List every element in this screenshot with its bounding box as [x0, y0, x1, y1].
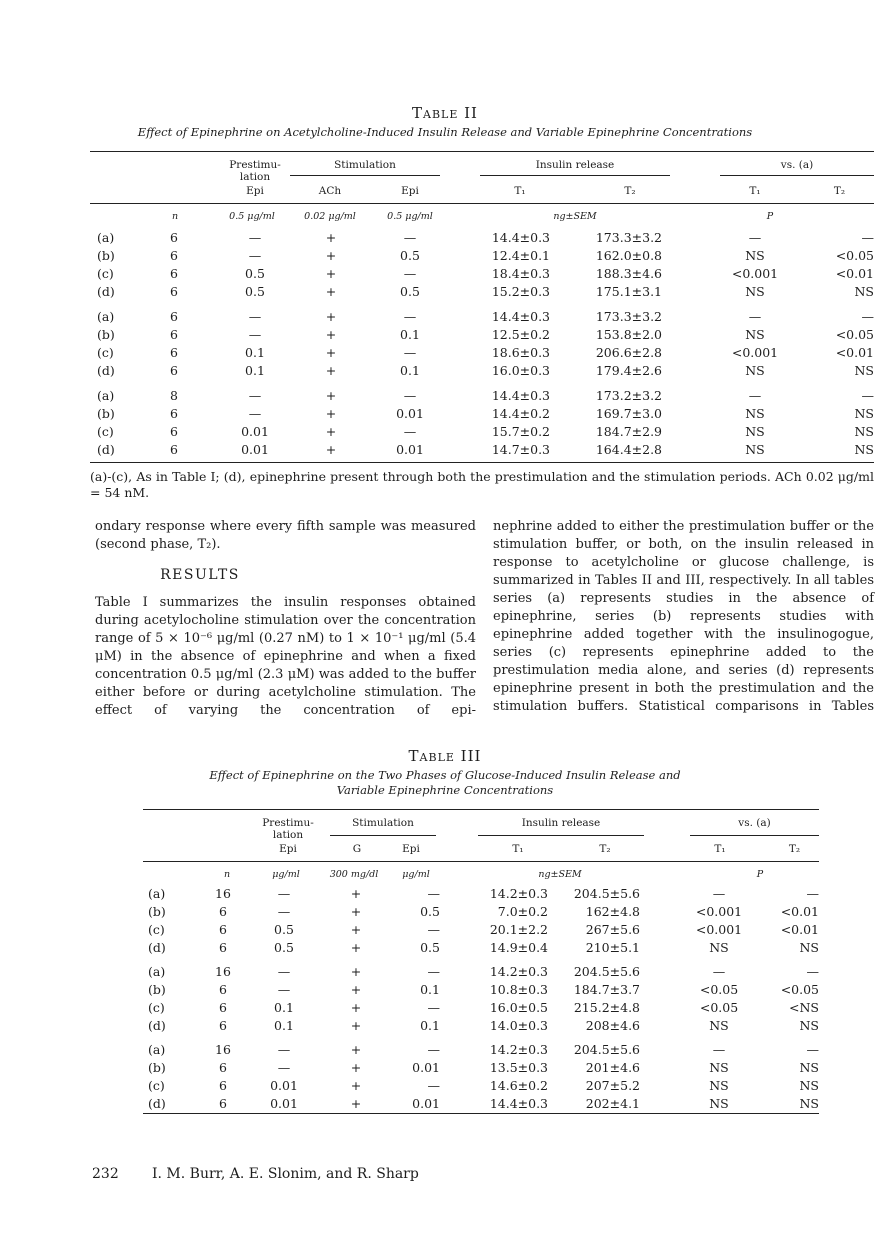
table3-cell-n: 6	[219, 940, 227, 955]
table3-cell-t2: 201±4.6	[585, 1060, 640, 1075]
table3-cell-pre: 0.01	[270, 1096, 298, 1111]
table3-cell-n: 16	[215, 964, 231, 979]
table3-cell-epi: —	[427, 1042, 440, 1057]
table3-cell-p1: —	[712, 1042, 726, 1057]
table3-p-t1-header: T₁	[714, 843, 726, 855]
table2-cell-p2: —	[861, 388, 874, 403]
table2-top-rule	[90, 151, 874, 152]
table3-cell-series: (b)	[148, 982, 166, 997]
table3-cell-p2: NS	[799, 1018, 819, 1033]
table3-cell-t1: 20.1±2.2	[489, 922, 548, 937]
table2-cell-t1: 12.4±0.1	[491, 248, 550, 263]
table3-cell-pre: —	[277, 904, 291, 919]
table2-cell-p2: NS	[854, 284, 874, 299]
table2-cell-n: 6	[170, 345, 178, 360]
table3-cell-n: 6	[219, 982, 227, 997]
table3-cell-t1: 7.0±0.2	[497, 904, 548, 919]
table2-cell-series: (b)	[97, 248, 115, 263]
table2-cell-p2: NS	[854, 363, 874, 378]
table3-cell-series: (d)	[148, 940, 166, 955]
table2-cell-t2: 175.1±3.1	[595, 284, 662, 299]
table3-cell-agent: +	[350, 904, 362, 919]
table2-cell-p2: —	[861, 309, 874, 324]
table2-unit-insulin: ng±SEM	[553, 211, 597, 222]
table3-cell-pre: 0.5	[274, 940, 294, 955]
table2-cell-p1: —	[748, 230, 762, 245]
table3-t2-header: T₂	[599, 843, 611, 855]
table2-cell-t1: 18.6±0.3	[491, 345, 550, 360]
table3-cell-n: 6	[219, 904, 227, 919]
table3-cell-t2: 210±5.1	[585, 940, 640, 955]
table3-cell-p2: NS	[799, 1096, 819, 1111]
table3-cell-p1: NS	[709, 1018, 729, 1033]
table2-cell-pre: 0.1	[245, 363, 265, 378]
table2-cell-epi: —	[403, 309, 417, 324]
table3-cell-t2: 204.5±5.6	[573, 964, 640, 979]
table3-cell-t1: 14.2±0.3	[489, 1042, 548, 1057]
table3-cell-p1: <0.05	[699, 982, 739, 997]
table2-cell-series: (a)	[97, 230, 115, 245]
table2-cell-n: 6	[170, 230, 178, 245]
table2-cell-t1: 14.4±0.3	[491, 309, 550, 324]
table2-cell-p2: NS	[854, 406, 874, 421]
table2-cell-t2: 173.3±3.2	[595, 230, 662, 245]
table3-cell-epi: 0.5	[420, 940, 440, 955]
table2-footnote: (a)-(c), As in Table I; (d), epinephrine present through both the prestimulation and the stimulation periods. ACh 0.02 μg/ml = 54 nM.	[90, 469, 874, 500]
table2-title: Table II	[412, 104, 478, 122]
body-left-main-paragraph: Table I summarizes the insulin responses obtained during acetylocholine stimulation over the concentration range of 5 × 10⁻⁶ μg/ml (0.27 nM) to 1 × 10⁻¹ μg/ml (5.4 μM) in the absence of epinephrine and when a fixed concentration 0.5 μg/ml (2.3 μM) was added to the buffer either before or during acetylcholine stimulation. The effect of varying the concentration of epi-	[95, 595, 476, 718]
table3-cell-t2: 184.7±3.7	[573, 982, 640, 997]
table3-unit-agent: 300 mg/dl	[329, 869, 379, 880]
table2-cell-n: 6	[170, 327, 178, 342]
table3-cell-pre: —	[277, 1042, 291, 1057]
table2-cell-epi: —	[403, 266, 417, 281]
table2-cell-n: 6	[170, 424, 178, 439]
table3-stim-rule	[330, 835, 436, 836]
table3-cell-pre: 0.01	[270, 1078, 298, 1093]
table2-cell-epi: 0.01	[396, 442, 424, 457]
table3-cell-t1: 14.2±0.3	[489, 964, 548, 979]
table3-bottom-rule	[143, 1113, 819, 1114]
table2-cell-series: (d)	[97, 284, 115, 299]
table3-cell-p1: —	[712, 886, 726, 901]
table2-cell-agent: +	[325, 284, 337, 299]
table2-cell-epi: 0.01	[396, 406, 424, 421]
table3-cell-p2: <0.05	[780, 982, 819, 997]
table2-cell-agent: +	[325, 442, 337, 457]
table2-cell-t2: 179.4±2.6	[595, 363, 662, 378]
table3-cell-agent: +	[350, 886, 362, 901]
table3-caption-line1: Effect of Epinephrine on the Two Phases of Glucose-Induced Insulin Release and	[209, 768, 681, 782]
table2-unit-prestim: 0.5 μg/ml	[229, 211, 275, 222]
table2-cell-t1: 14.7±0.3	[491, 442, 550, 457]
table2-prestim-header: Prestimu-lation	[229, 159, 281, 183]
table2-cell-agent: +	[325, 327, 337, 342]
table3-cell-p1: <0.05	[699, 1000, 739, 1015]
table2-cell-t1: 16.0±0.3	[491, 363, 550, 378]
table2-cell-epi: 0.5	[400, 248, 420, 263]
table2-cell-epi: 0.1	[400, 363, 420, 378]
table3-stimulation-header: Stimulation	[352, 817, 414, 829]
body-right-paragraph: nephrine added to either the prestimulation buffer or the stimulation buffer, or both, on the insulin released in response to acetylcholine or glucose challenge, is summarized in Tables II and III, respectively. In all tables series (a) represents studies in the absence of epinephrine, series (b) represents studies with epinephrine added together with the insulinogogue, series (c) represents epinephrine added to the prestimulation media alone, and series (d) represents epinephrine present in both the prestimulation and the stimulation buffers. Statistical comparisons in Tables	[493, 519, 874, 714]
table2-cell-t1: 14.4±0.2	[491, 406, 550, 421]
table2-cell-pre: —	[248, 406, 262, 421]
table3-cell-t2: 204.5±5.6	[573, 1042, 640, 1057]
table3-cell-epi: 0.01	[412, 1096, 440, 1111]
table2-cell-t1: 15.2±0.3	[491, 284, 550, 299]
table3-caption-line2: Variable Epinephrine Concentrations	[336, 783, 554, 797]
table3-cell-t1: 10.8±0.3	[489, 982, 548, 997]
table3-top-rule	[143, 809, 819, 810]
table2-cell-pre: 0.01	[241, 424, 269, 439]
table2-cell-t2: 153.8±2.0	[595, 327, 662, 342]
table2-cell-n: 6	[170, 442, 178, 457]
table2-cell-pre: 0.5	[245, 266, 265, 281]
table3-cell-t1: 16.0±0.5	[489, 1000, 548, 1015]
table3-cell-series: (a)	[148, 964, 166, 979]
table3-cell-agent: +	[350, 1000, 362, 1015]
table2-cell-pre: —	[248, 248, 262, 263]
author-line: I. M. Burr, A. E. Slonim, and R. Sharp	[152, 1166, 419, 1182]
table2-unit-epi: 0.5 μg/ml	[387, 211, 433, 222]
table2-cell-pre: 0.5	[245, 284, 265, 299]
table2-cell-agent: +	[325, 309, 337, 324]
table3-cell-t1: 14.4±0.3	[489, 1096, 548, 1111]
table3-cell-epi: —	[427, 1078, 440, 1093]
table2-cell-t1: 14.4±0.3	[491, 388, 550, 403]
table3-cell-n: 6	[219, 1000, 227, 1015]
table3-cell-epi: 0.1	[420, 982, 440, 997]
table2-header-rule	[90, 203, 874, 204]
table2-vs-header: vs. (a)	[780, 159, 814, 171]
table2-cell-t2: 164.4±2.8	[595, 442, 662, 457]
table3-cell-t1: 14.2±0.3	[489, 886, 548, 901]
table3-cell-n: 6	[219, 1078, 227, 1093]
table2-agent-header: ACh	[318, 185, 342, 197]
table3-cell-agent: +	[350, 964, 362, 979]
table3-cell-n: 16	[215, 1042, 231, 1057]
table3-cell-n: 6	[219, 1060, 227, 1075]
table2-cell-series: (c)	[97, 266, 114, 281]
table3-cell-epi: —	[427, 922, 440, 937]
table3-cell-p1: NS	[709, 1096, 729, 1111]
table3-cell-n: 6	[219, 1018, 227, 1033]
table3-header-rule	[143, 861, 819, 862]
table2-stim-epi-header: Epi	[401, 185, 419, 197]
table3-insulin-rule	[478, 835, 644, 836]
table2-cell-p1: NS	[745, 406, 765, 421]
table2-cell-series: (c)	[97, 424, 114, 439]
table3-cell-series: (d)	[148, 1096, 166, 1111]
table3-cell-p1: NS	[709, 940, 729, 955]
table2-cell-p1: NS	[745, 442, 765, 457]
table2-unit-p: P	[766, 211, 774, 222]
table2-cell-series: (b)	[97, 406, 115, 421]
table3-cell-p2: —	[806, 1042, 819, 1057]
table3-cell-t1: 14.6±0.2	[489, 1078, 548, 1093]
table3-cell-p2: NS	[799, 940, 819, 955]
table3-cell-p2: —	[806, 964, 819, 979]
table3-p-t2-header: T₂	[788, 843, 801, 855]
table3-cell-t1: 14.9±0.4	[489, 940, 548, 955]
table2-cell-pre: —	[248, 388, 262, 403]
table3-cell-epi: —	[427, 886, 440, 901]
table2-cell-agent: +	[325, 248, 337, 263]
table2-cell-series: (a)	[97, 309, 115, 324]
table3-cell-t2: 207±5.2	[585, 1078, 640, 1093]
table3-cell-agent: +	[350, 940, 362, 955]
table2-cell-p1: <0.001	[731, 266, 779, 281]
table2-cell-p1: NS	[745, 327, 765, 342]
table3-cell-p1: —	[712, 964, 726, 979]
table3-prestim-header: Prestimu-lation	[262, 817, 314, 841]
table3-cell-n: 6	[219, 922, 227, 937]
table3-cell-p2: <0.01	[780, 922, 819, 937]
table2-cell-epi: —	[403, 345, 417, 360]
table3-cell-pre: —	[277, 964, 291, 979]
table3-cell-n: 6	[219, 1096, 227, 1111]
table3-unit-n: n	[223, 869, 231, 880]
table3-cell-p2: NS	[799, 1078, 819, 1093]
table3-stim-epi-header: Epi	[402, 843, 420, 855]
table3-cell-n: 16	[215, 886, 231, 901]
table3-cell-series: (d)	[148, 1018, 166, 1033]
table2-insulin-header: Insulin release	[535, 159, 615, 171]
table3-cell-pre: 0.5	[274, 922, 294, 937]
table3-unit-epi: μg/ml	[402, 869, 430, 880]
table2-cell-agent: +	[325, 363, 337, 378]
table2-p-t1-header: T₁	[749, 185, 761, 197]
table3-cell-agent: +	[350, 982, 362, 997]
table2-cell-series: (c)	[97, 345, 114, 360]
table3-cell-pre: —	[277, 1060, 291, 1075]
table2-cell-n: 6	[170, 363, 178, 378]
table3-vs-header: vs. (a)	[738, 817, 771, 829]
table2-cell-epi: —	[403, 230, 417, 245]
table2-stimulation-header: Stimulation	[334, 159, 396, 171]
page-number: 232	[92, 1166, 119, 1182]
table3-cell-series: (b)	[148, 1060, 166, 1075]
table3-cell-p1: <0.001	[695, 904, 743, 919]
table3-cell-p1: NS	[709, 1078, 729, 1093]
table2-cell-agent: +	[325, 345, 337, 360]
table2-cell-n: 8	[170, 388, 178, 403]
table2-cell-epi: —	[403, 424, 417, 439]
table3-prestim-epi-header: Epi	[279, 843, 297, 855]
table2-cell-p2: <0.05	[835, 327, 874, 342]
table2-cell-t2: 188.3±4.6	[595, 266, 662, 281]
table2-cell-epi: 0.1	[400, 327, 420, 342]
table2-cell-series: (d)	[97, 363, 115, 378]
table2-cell-n: 6	[170, 309, 178, 324]
table2-cell-pre: 0.1	[245, 345, 265, 360]
table2-cell-series: (d)	[97, 442, 115, 457]
table2-cell-series: (b)	[97, 327, 115, 342]
table3-cell-series: (a)	[148, 886, 166, 901]
table3-cell-epi: 0.1	[420, 1018, 440, 1033]
table2-cell-p2: <0.01	[835, 345, 874, 360]
table2-cell-t2: 206.6±2.8	[595, 345, 662, 360]
table2-cell-pre: —	[248, 309, 262, 324]
table3-cell-t2: 162±4.8	[585, 904, 640, 919]
table2-cell-t2: 169.7±3.0	[595, 406, 662, 421]
table2-cell-agent: +	[325, 266, 337, 281]
table3-cell-pre: 0.1	[274, 1000, 294, 1015]
table2-unit-n: n	[171, 211, 179, 222]
table2-bottom-rule	[90, 462, 874, 463]
table3-cell-p1: <0.001	[695, 922, 743, 937]
table2-cell-t1: 12.5±0.2	[491, 327, 550, 342]
table2-cell-t2: 173.3±3.2	[595, 309, 662, 324]
table3-cell-p2: <0.01	[780, 904, 819, 919]
table2-cell-t2: 162.0±0.8	[595, 248, 662, 263]
table2-cell-p2: NS	[854, 442, 874, 457]
results-heading: RESULTS	[160, 567, 240, 583]
table3-cell-t2: 267±5.6	[585, 922, 640, 937]
table2-caption: Effect of Epinephrine on Acetylcholine-Induced Insulin Release and Variable Epinephrine Concentrations	[137, 125, 753, 139]
table2-cell-p1: <0.001	[731, 345, 779, 360]
table3-agent-header: G	[352, 843, 362, 855]
table2-cell-pre: —	[248, 230, 262, 245]
table2-cell-n: 6	[170, 406, 178, 421]
table2-cell-p2: <0.01	[835, 266, 874, 281]
table2-unit-agent: 0.02 μg/ml	[304, 211, 356, 222]
table3-cell-agent: +	[350, 1078, 362, 1093]
table2-cell-n: 6	[170, 266, 178, 281]
table2-vs-rule	[720, 175, 874, 176]
table3-cell-t1: 14.0±0.3	[489, 1018, 548, 1033]
table2-cell-t2: 173.2±3.2	[595, 388, 662, 403]
table3-unit-insulin: ng±SEM	[538, 869, 582, 880]
table3-cell-t2: 202±4.1	[585, 1096, 640, 1111]
table2-cell-agent: +	[325, 424, 337, 439]
table2-cell-p1: NS	[745, 363, 765, 378]
table3-cell-agent: +	[350, 1096, 362, 1111]
table2-prestim-epi-header: Epi	[246, 185, 264, 197]
table3-unit-prestim: μg/ml	[272, 869, 300, 880]
table3-cell-t2: 204.5±5.6	[573, 886, 640, 901]
table2-t2-header: T₂	[624, 185, 636, 197]
table3-cell-pre: 0.1	[274, 1018, 294, 1033]
table2-p-t2-header: T₂	[833, 185, 846, 197]
table3-cell-epi: 0.01	[412, 1060, 440, 1075]
table2-stim-rule	[290, 175, 440, 176]
table3-cell-t2: 215.2±4.8	[573, 1000, 640, 1015]
table3-cell-t1: 13.5±0.3	[489, 1060, 548, 1075]
table3-cell-t2: 208±4.6	[585, 1018, 640, 1033]
body-left-top-paragraph: ondary response where every fifth sample was measured (second phase, T₂).	[95, 519, 476, 552]
table2-cell-epi: 0.5	[400, 284, 420, 299]
table2-cell-p1: NS	[745, 284, 765, 299]
table3-cell-p2: —	[806, 886, 819, 901]
table3-cell-series: (b)	[148, 904, 166, 919]
table2-cell-p1: —	[748, 309, 762, 324]
table2-insulin-rule	[480, 175, 670, 176]
table2-cell-pre: —	[248, 327, 262, 342]
table2-cell-series: (a)	[97, 388, 115, 403]
table2-t1-header: T₁	[514, 185, 526, 197]
table3-cell-pre: —	[277, 982, 291, 997]
table2-cell-t1: 15.7±0.2	[491, 424, 550, 439]
table3-cell-agent: +	[350, 1060, 362, 1075]
table3-cell-p2: <NS	[789, 1000, 819, 1015]
table3-cell-series: (c)	[148, 1000, 165, 1015]
table2-cell-pre: 0.01	[241, 442, 269, 457]
table3-cell-series: (c)	[148, 1078, 165, 1093]
table2-cell-epi: —	[403, 388, 417, 403]
table3-unit-p: P	[756, 869, 764, 880]
table3-insulin-header: Insulin release	[521, 817, 601, 829]
table3-cell-epi: —	[427, 1000, 440, 1015]
table2-cell-t1: 18.4±0.3	[491, 266, 550, 281]
table2-cell-p2: —	[861, 230, 874, 245]
table3-title: Table III	[408, 747, 482, 765]
table2-cell-agent: +	[325, 230, 337, 245]
table2-cell-p1: NS	[745, 424, 765, 439]
table2-cell-n: 6	[170, 284, 178, 299]
table2-cell-agent: +	[325, 406, 337, 421]
table3-cell-agent: +	[350, 1042, 362, 1057]
table3-cell-pre: —	[277, 886, 291, 901]
table3-cell-agent: +	[350, 922, 362, 937]
table3-cell-agent: +	[350, 1018, 362, 1033]
table3-cell-series: (a)	[148, 1042, 166, 1057]
table2-cell-t2: 184.7±2.9	[595, 424, 662, 439]
table3-cell-epi: —	[427, 964, 440, 979]
table2-cell-t1: 14.4±0.3	[491, 230, 550, 245]
table3-cell-p2: NS	[799, 1060, 819, 1075]
table2-cell-p1: —	[748, 388, 762, 403]
table2-cell-p2: <0.05	[835, 248, 874, 263]
table2-cell-p1: NS	[745, 248, 765, 263]
table3-cell-series: (c)	[148, 922, 165, 937]
table2-cell-p2: NS	[854, 424, 874, 439]
table3-t1-header: T₁	[512, 843, 524, 855]
table2-cell-n: 6	[170, 248, 178, 263]
table3-vs-rule	[690, 835, 819, 836]
table2-cell-agent: +	[325, 388, 337, 403]
table3-cell-epi: 0.5	[420, 904, 440, 919]
table3-cell-p1: NS	[709, 1060, 729, 1075]
